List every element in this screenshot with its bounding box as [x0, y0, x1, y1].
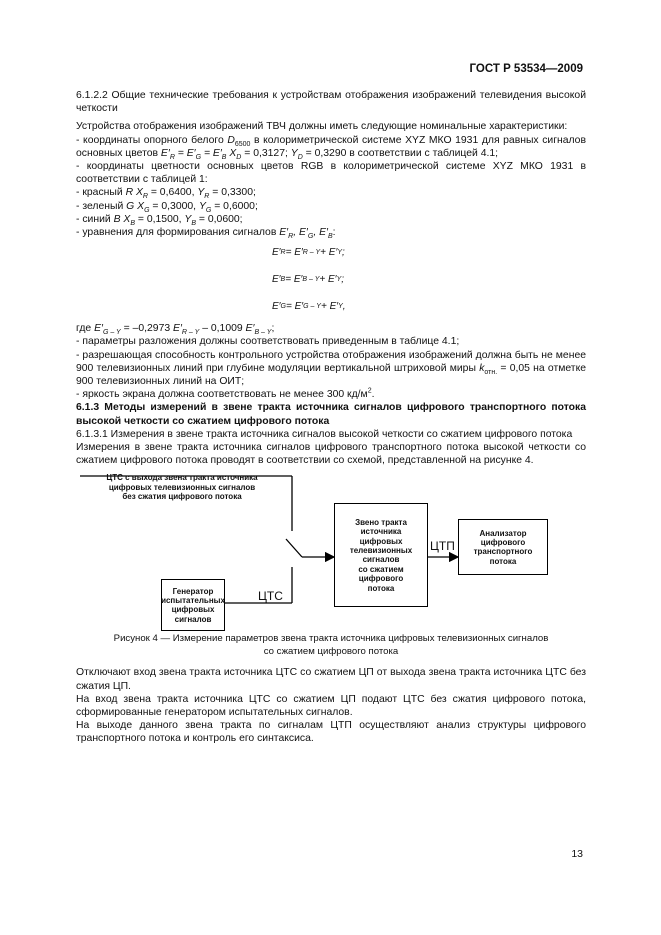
after-paragraph-1: Отключают вход звена тракта источника ЦТС со сжатием ЦП от выхода звена тракта источника ЦТС без сжатия ЦП. [76, 667, 586, 692]
equations-intro: - уравнения для формирования сигналов $E'_R$, $E'_G$, $E'_B$: [76, 227, 336, 241]
white-point-item: - координаты опорного белого $D_{6500}$ в колориметрической системе XYZ МКО 1931 для равных сигналов основных цветов $E'_R = E'_G = E'_B$ $X_D = 0,3127$; $Y_D = 0,3290$ в соответствии с таблицей 4.1; [76, 134, 586, 161]
scan-item: - параметры разложения должны соответствовать приведенным в таблице 4.1; [76, 336, 460, 348]
doc-header: ГОСТ Р 53534—2009 [469, 63, 583, 75]
analyzer-box: Анализатор цифрового транспортного потока [458, 519, 548, 575]
chromaticity-item: - координаты цветности основных цветов RGB в колориметрической системе XYZ МКО 1931 в соответствии с таблицей 1: [76, 161, 586, 186]
equation-r: E′ R = E′ R – Y + E′ Y ; [272, 246, 345, 258]
after-paragraph-2: На вход звена тракта источника ЦТС со сжатием ЦП подают ЦТС без сжатия цифрового потока, сформированные генератором испытательных сигналов. [76, 693, 586, 719]
section-6122-intro: Устройства отображения изображений ТВЧ должны иметь следующие номинальные характеристики: [76, 121, 568, 133]
link-box: Звено тракта источника цифровых телевизионных сигналов со сжатием цифрового потока [334, 503, 428, 607]
green-item: - зеленый G $X_G = 0,3000$, $Y_G = 0,6000$; [76, 200, 258, 214]
equation-g: E′ G = E′ G – Y + E′ Y , [272, 300, 346, 312]
brightness-item: - яркость экрана должна соответствовать не менее 300 $кд/м^2$. [76, 387, 375, 401]
page-number: 13 [571, 848, 583, 860]
red-item: - красный R $X_R = 0,6400$, $Y_R = 0,3300$; [76, 187, 256, 201]
section-613-text: Измерения в звене тракта источника сигналов цифрового транспортного потока высокой четкости со сжатием цифрового потока проводят в соответствии со схемой, представленной на рисунке 4. [76, 442, 586, 467]
section-6131-title: 6.1.3.1 Измерения в звене тракта источника сигналов высокой четкости со сжатием цифрового потока [76, 428, 573, 440]
where-clause: где $E'_{G - Y} = -0,2973$ $E'_{R - Y} - 0,1009$ $E'_{B - Y}$; [76, 323, 275, 337]
equation-b: E′ B = E′ B – Y + E′ Y ; [272, 273, 345, 285]
figure-4-diagram [76, 473, 586, 629]
ctp-signal-label: ЦТП [430, 539, 455, 554]
generator-box: Генератор испытательных цифровых сигналов [161, 579, 225, 631]
document-body [76, 89, 586, 746]
section-6122-title: 6.1.2.2 Общие технические требования к устройствам отображения изображений телевидения высокой четкости [76, 90, 586, 115]
input-label: ЦТС с выхода звена тракта источника цифровых телевизионных сигналов без сжатия цифрового потока [106, 473, 258, 502]
equations-block [272, 239, 586, 320]
after-paragraph-3: На выходе данного звена тракта по сигналам ЦТП осуществляют анализ структуры цифрового транспортного потока и контроль его синтаксиса. [76, 720, 586, 745]
figure-caption: Рисунок 4 — Измерение параметров звена тракта источника цифровых телевизионных сигналов со сжатием цифрового потока [113, 633, 549, 657]
switch-lever [286, 539, 302, 557]
resolution-item: - разрешающая способность контрольного устройства отображения изображений должна быть не менее 900 телевизионных линий при глубине модуляции вертикальной штриховой миры $k_{отн.} = 0,05$ на отметке 900 телевизионных линий на ОИТ; [76, 349, 587, 388]
cts-signal-label: ЦТС [258, 589, 283, 604]
section-613-title: 6.1.3 Методы измерений в звене тракта источника сигналов цифрового транспортного потока высокой четкости со сжатием цифрового потока [76, 402, 586, 427]
blue-item: - синий B $X_B = 0,1500$, $Y_B = 0,0600$; [76, 213, 243, 227]
